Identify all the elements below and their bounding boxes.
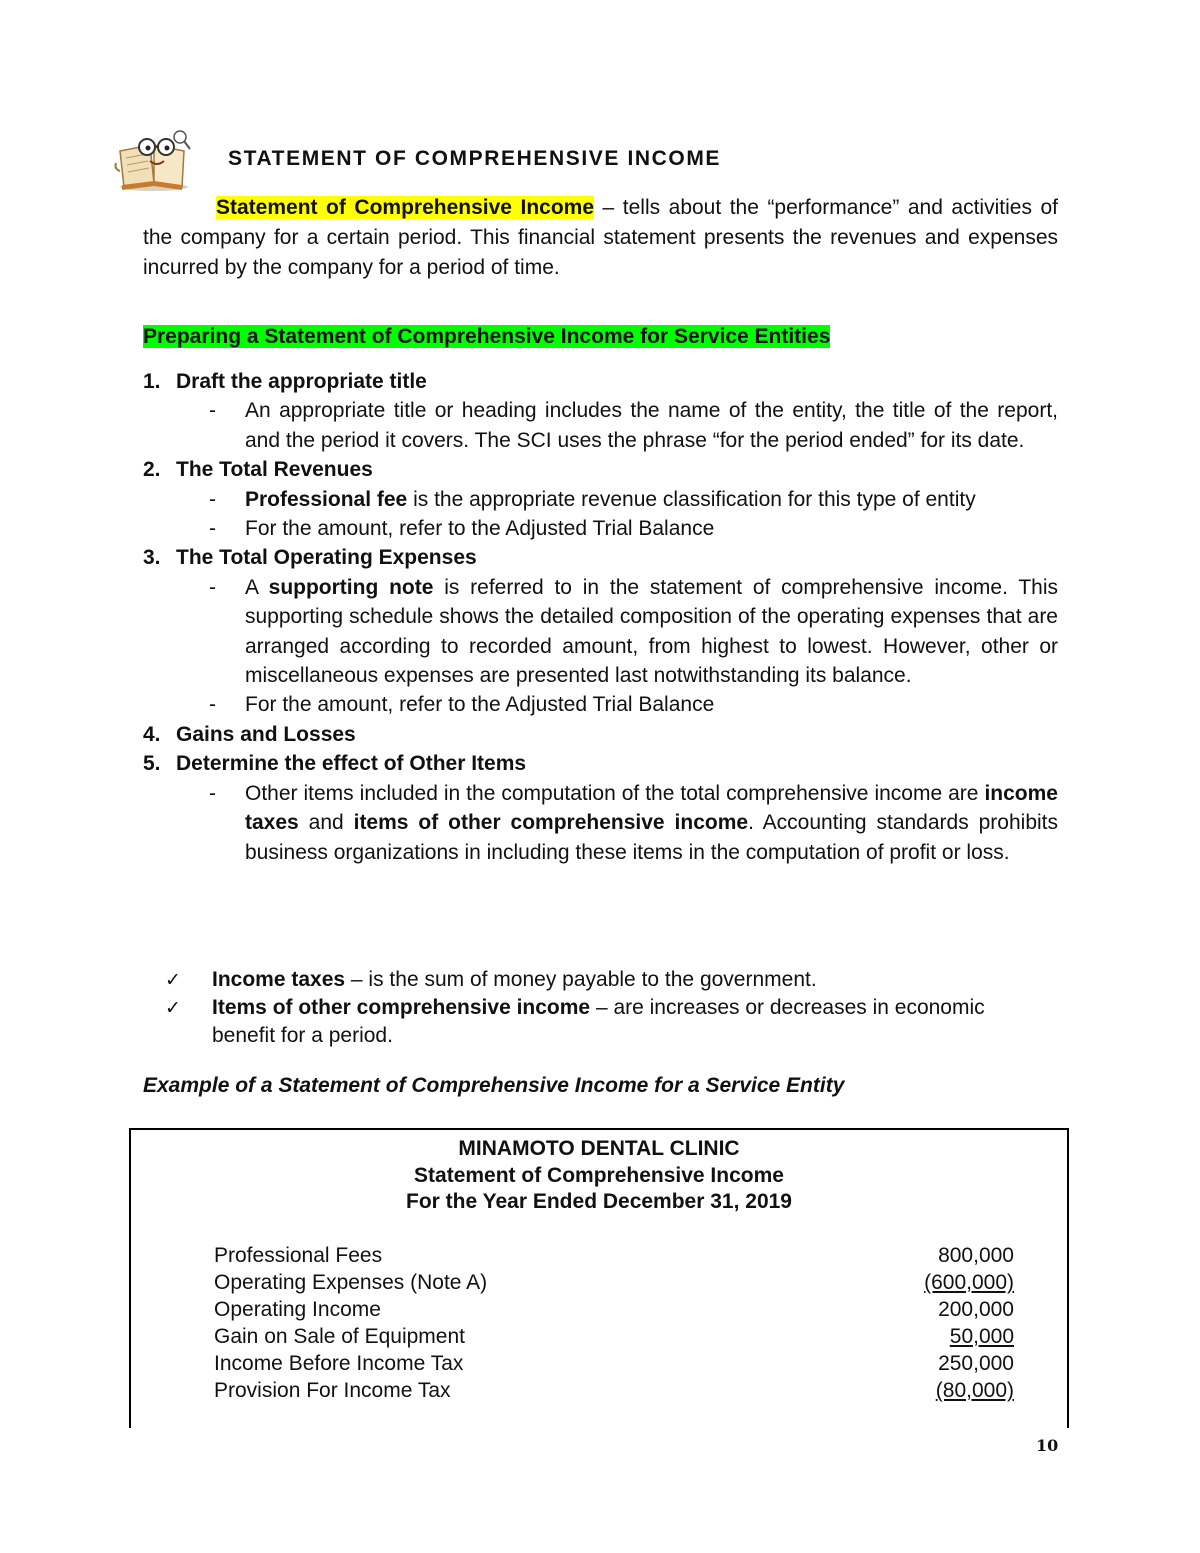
statement-row (214, 1269, 1014, 1296)
step-title: The Total Revenues (176, 458, 373, 482)
step-number: 1. (143, 370, 161, 393)
entity-name: MINAMOTO DENTAL CLINIC (458, 1137, 740, 1160)
bold-term: income taxes (245, 781, 1058, 835)
statement-rows (214, 1242, 1014, 1404)
step-item (143, 720, 1058, 749)
bullet-text: is referred to in the statement of comprehensive income. This supporting schedule shows the detailed composition of the operating expenses that are arranged according to recorded amount, from highest to lowest. However, other or miscellaneous expenses are presented last notwithstanding its balance. (245, 575, 1058, 688)
row-label: Income Before Income Tax (214, 1352, 464, 1375)
statement-row (214, 1377, 1014, 1404)
step-item (143, 367, 1058, 455)
row-label: Operating Income (214, 1298, 381, 1321)
report-period: For the Year Ended December 31, 2019 (406, 1190, 792, 1213)
step-title: The Total Operating Expenses (176, 546, 477, 570)
check-item (165, 994, 1045, 1050)
statement-row (214, 1296, 1014, 1323)
example-caption: Example of a Statement of Comprehensive Income for a Service Entity (143, 1074, 845, 1097)
row-label: Operating Expenses (Note A) (214, 1271, 488, 1294)
statement-row (214, 1242, 1014, 1269)
checkmark-icon: ✓ (165, 997, 181, 1019)
bullet-text: Other items included in the computation of the total comprehensive income are (245, 781, 985, 805)
section-heading (143, 322, 830, 352)
section-header (114, 125, 1074, 195)
bullet-text: . Accounting standards prohibits business organizations in including these items in the computation of profit or loss. (245, 811, 1058, 864)
check-text: – is the sum of money payable to the government. (345, 968, 817, 991)
row-amount: 200,000 (938, 1298, 1014, 1321)
step-title: Determine the effect of Other Items (176, 752, 527, 776)
step-item (143, 543, 1058, 719)
row-amount: 50,000 (949, 1325, 1014, 1348)
bullet-text: An appropriate title or heading includes the name of the entity, the title of the report, and the period it covers. The SCI uses the phrase “for the period ended” for its date. (245, 399, 1058, 452)
check-text: – are increases or decreases in economic benefit for a period. (212, 996, 985, 1047)
statement-row (214, 1323, 1014, 1350)
bold-term: Professional fee (245, 487, 408, 511)
bold-term: items of other comprehensive income (353, 811, 749, 835)
bullet-item: - Other items included in the computation of the total comprehensive income are income taxes and items of other comprehensive income. Accounting standards prohibits business organizations in including these items in the computation of profit or loss. (209, 781, 1058, 864)
step-number: 3. (143, 546, 161, 570)
check-item (165, 966, 1045, 994)
row-label: Professional Fees (214, 1244, 383, 1267)
report-title: Statement of Comprehensive Income (414, 1163, 784, 1187)
bullet-text: is the appropriate revenue classification for this type of entity (407, 487, 976, 511)
section-heading-text: Preparing a Statement of Comprehensive Income for Service Entities (143, 325, 831, 348)
cartoon-book-with-glasses-icon (114, 125, 224, 195)
intro-definition: – tells about the “performance” and activities of the company for a certain period. This financial statement presents the revenues and expenses incurred by the company for a period of time. (143, 196, 1058, 279)
steps-list (143, 367, 1058, 867)
step-item (143, 749, 1058, 867)
step-title: Draft the appropriate title (176, 370, 427, 393)
row-amount: (80,000) (935, 1379, 1014, 1402)
bullet-text: and (298, 811, 354, 835)
highlighted-term: Statement of Comprehensive Income (216, 196, 595, 219)
bullet-item: - For the amount, refer to the Adjusted Trial Balance (209, 514, 1058, 543)
bullet-item: - A supporting note is referred to in the statement of comprehensive income. This supporting schedule shows the detailed composition of the operating expenses that are arranged according to recorded amount, from highest to lowest. However, other or miscellaneous expenses are presented last notwithstanding its balance. (209, 575, 1058, 688)
step-number: 2. (143, 458, 161, 482)
page-title: STATEMENT OF COMPREHENSIVE INCOME (228, 147, 722, 170)
checklist (165, 966, 1045, 1050)
statement-header (131, 1136, 1067, 1216)
bold-term: Income taxes (212, 968, 346, 991)
bullet-item: - For the amount, refer to the Adjusted Trial Balance (209, 690, 1058, 719)
step-item (143, 455, 1058, 543)
bold-term: supporting note (268, 575, 434, 599)
statement-row (214, 1350, 1014, 1377)
row-amount: 800,000 (938, 1244, 1014, 1267)
bullet-item: - Professional fee is the appropriate revenue classification for this type of entity (209, 487, 976, 511)
checkmark-icon: ✓ (165, 969, 181, 991)
page-number: 10 (1036, 1436, 1059, 1455)
row-label: Provision For Income Tax (214, 1379, 451, 1402)
income-statement-box (129, 1128, 1069, 1428)
step-number: 5. (143, 752, 161, 776)
intro-paragraph (143, 193, 1058, 283)
bullet-text: For the amount, refer to the Adjusted Trial Balance (245, 693, 715, 717)
bullet-item: - An appropriate title or heading includes the name of the entity, the title of the report, and the period it covers. The SCI uses the phrase “for the period ended” for its date. (209, 396, 1058, 455)
step-title: Gains and Losses (176, 722, 356, 746)
bullet-text: A (245, 575, 269, 599)
bold-term: Items of other comprehensive income (212, 996, 591, 1019)
step-number: 4. (143, 722, 161, 746)
row-amount: (600,000) (924, 1271, 1014, 1294)
bullet-text: For the amount, refer to the Adjusted Trial Balance (245, 517, 715, 541)
row-amount: 250,000 (938, 1352, 1014, 1375)
row-label: Gain on Sale of Equipment (214, 1325, 465, 1348)
